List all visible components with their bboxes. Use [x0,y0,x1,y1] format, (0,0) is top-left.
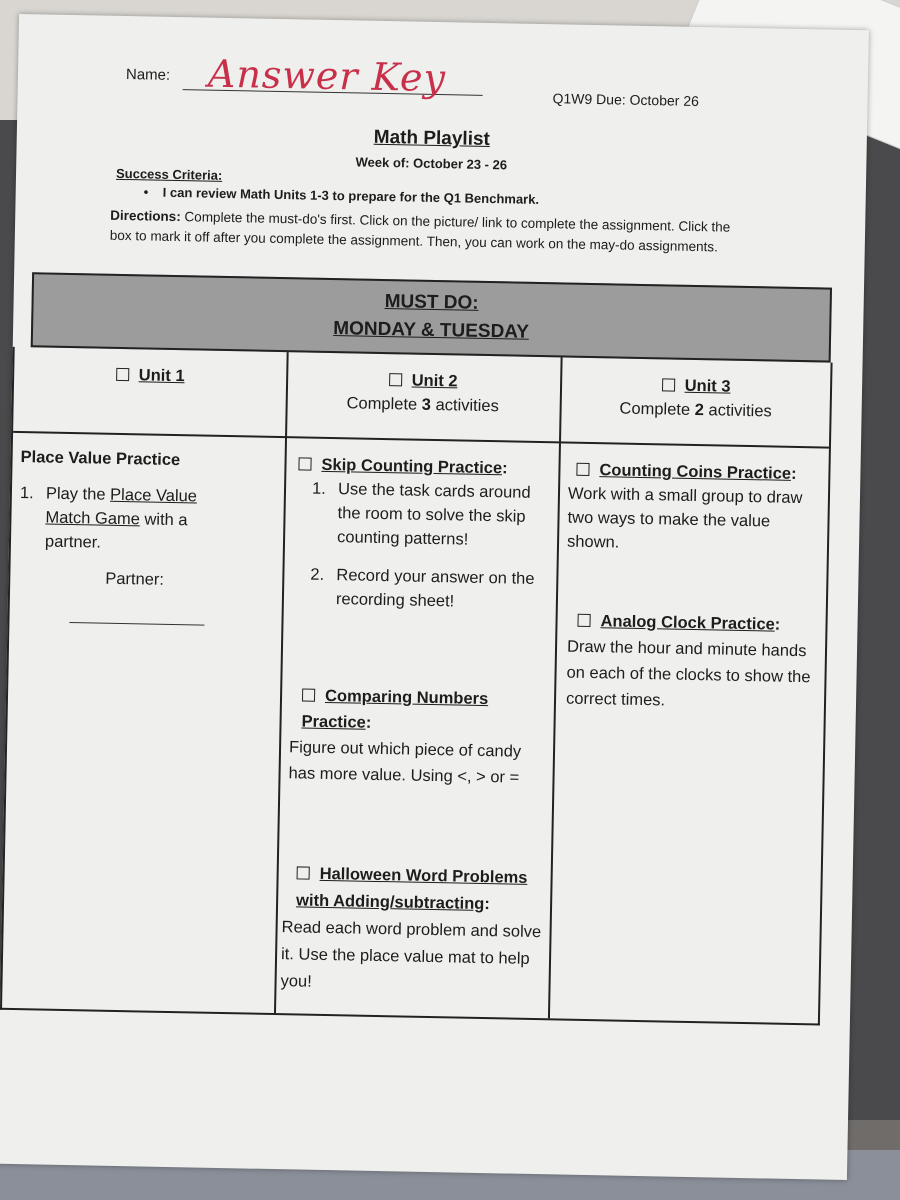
counting-coins-text: Work with a small group to draw two ways to make the value shown. [566,484,803,552]
step-number: 1. [311,479,326,498]
success-criteria-item: • I can review Math Units 1-3 to prepare for the Q1 Benchmark. [143,184,540,207]
colon: : [365,713,372,732]
skip-counting-block [296,452,554,615]
directions-text: Complete the must-do's first. Click on the picture/ link to complete the assignment. Click the box to mark it off after you complete the assignment. Then, you can work on the may-do assignments. [109,209,731,255]
place-value-title: Place Value Practice [20,448,181,470]
unit3-checkbox[interactable] [662,378,675,391]
place-value-game-link[interactable]: Place Value Match Game [45,485,198,529]
halloween-text: Read each word problem and solve it. Use the place value mat to help you! [280,918,542,991]
colon: : [774,615,781,634]
analog-clock-block [566,608,828,717]
week-of: Week of: October 23 - 26 [355,154,508,173]
name-handwritten-value: Answer Key [207,51,447,101]
halloween-checkbox[interactable] [297,866,310,879]
skip-counting-checkbox[interactable] [298,457,311,470]
unit2-header[interactable] [285,366,560,419]
comparing-numbers-link[interactable]: Comparing Numbers Practice [301,686,489,732]
step-text: Play the [45,484,111,504]
analog-clock-text: Draw the hour and minute hands on each of the clocks to show the correct times. [565,637,811,710]
page-title: Math Playlist [373,126,491,151]
unit3-req-prefix: Complete [619,399,695,419]
must-do-title: MUST DO: [384,291,479,314]
unit2-link[interactable]: Unit 2 [411,371,458,391]
analog-clock-link[interactable]: Analog Clock Practice [600,612,775,634]
unit2-req-count: 3 [421,395,432,414]
comparing-numbers-checkbox[interactable] [302,689,315,702]
colon: : [501,459,508,478]
colon: : [790,464,797,483]
unit3-req-count: 2 [694,400,705,420]
worksheet-page [0,14,869,1180]
comparing-numbers-text: Figure out which piece of candy has more value. Using <, > or = [288,738,522,787]
unit1-header[interactable] [14,361,286,390]
unit1-checkbox[interactable] [116,368,129,381]
unit3-header[interactable] [559,371,832,424]
unit2-req-suffix: activities [430,395,499,416]
success-criteria-label: Success Criteria: [115,165,223,183]
unit2-req-prefix: Complete [346,394,422,414]
place-value-step [19,481,235,557]
counting-coins-link[interactable]: Counting Coins Practice [599,461,792,483]
skip-step-text: Use the task cards around the room to solve the skip counting patterns! [336,480,531,549]
due-date: Q1W9 Due: October 26 [552,90,700,110]
step-number: 1. [19,484,34,503]
step-text: with a partner. [44,510,188,552]
analog-clock-checkbox[interactable] [577,614,590,627]
name-label: Name: [125,66,171,84]
counting-coins-block [567,458,824,559]
directions-label: Directions: [110,207,181,225]
partner-label: Partner: [105,569,165,589]
unit3-link[interactable]: Unit 3 [684,376,731,396]
halloween-word-problems-link[interactable]: Halloween Word Problems with Adding/subtracting [295,864,528,914]
must-do-days: MONDAY & TUESDAY [333,318,530,343]
counting-coins-checkbox[interactable] [576,463,589,476]
skip-counting-link[interactable]: Skip Counting Practice [321,455,503,478]
unit3-req-suffix: activities [703,401,772,421]
comparing-numbers-block [288,682,550,791]
skip-step-text: Record your answer on the recording sheet! [335,566,535,611]
halloween-block [280,860,547,1000]
directions [110,206,751,258]
partner-line [69,622,204,626]
must-do-table [0,272,834,1026]
unit1-link[interactable]: Unit 1 [138,366,185,386]
colon: : [484,895,490,914]
table-body [0,347,833,1026]
unit2-checkbox[interactable] [389,373,402,386]
step-number: 2. [310,565,325,584]
row-divider [13,431,829,449]
